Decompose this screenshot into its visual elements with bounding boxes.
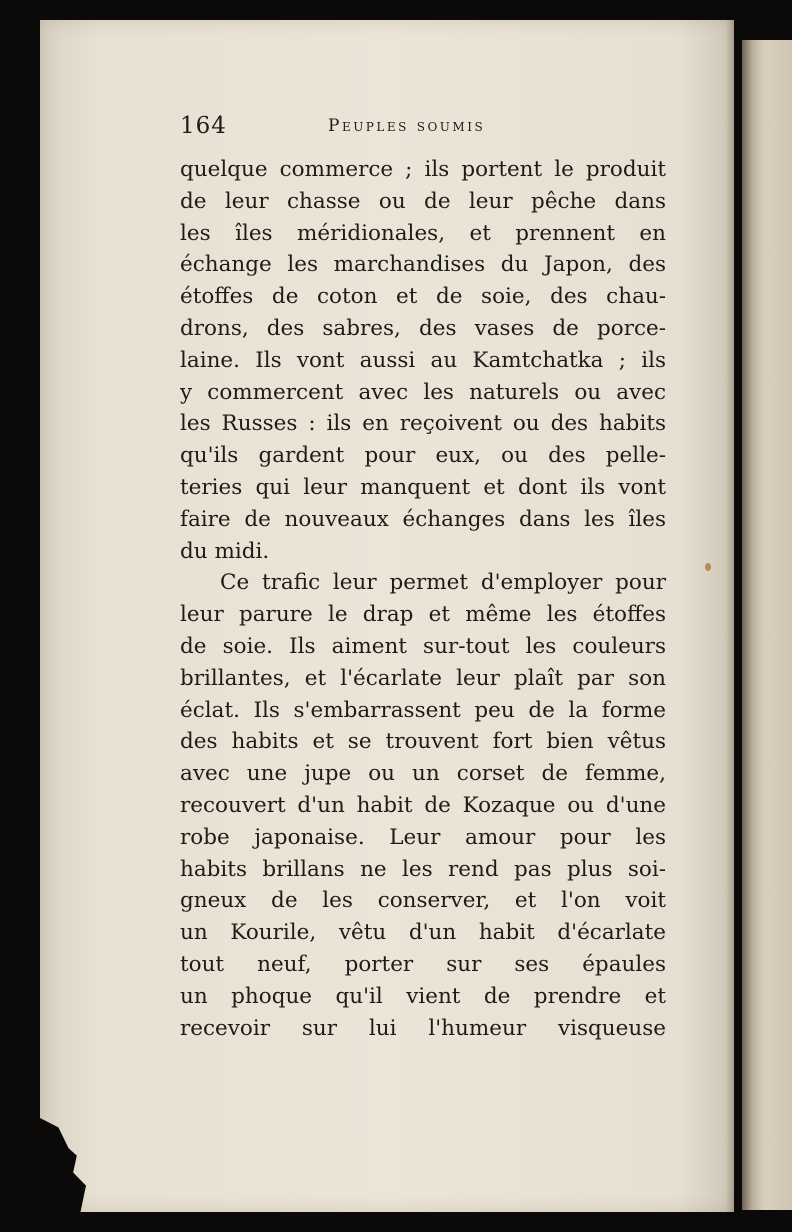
page-header xyxy=(180,113,530,143)
text-line: éclat. Ils s'embarrassent peu de la forme xyxy=(180,697,666,723)
paper-stain xyxy=(705,563,711,571)
text-line: habits brillans ne les rend pas plus soi- xyxy=(180,856,666,882)
text-line: recevoir sur lui l'humeur visqueuse xyxy=(180,1015,666,1041)
page-number: 164 xyxy=(180,113,227,139)
text-line: tout neuf, porter sur ses épaules xyxy=(180,951,666,977)
text-line: étoffes de coton et de soie, des chau- xyxy=(180,284,666,310)
running-head: Peuples soumis xyxy=(328,116,486,136)
text-line: brillantes, et l'écarlate leur plaît par son xyxy=(180,665,666,691)
text-line: leur parure le drap et même les étoffes xyxy=(180,602,666,628)
text-line: Ce trafic leur permet d'employer pour xyxy=(220,570,666,596)
text-line: qu'ils gardent pour eux, ou des pelle- xyxy=(180,443,666,469)
text-line: les Russes : ils en reçoivent ou des habits xyxy=(180,411,666,437)
text-line: les îles méridionales, et prennent en xyxy=(180,220,666,246)
text-line: teries qui leur manquent et dont ils vont xyxy=(180,474,666,500)
text-line: des habits et se trouvent fort bien vêtus xyxy=(180,729,666,755)
text-line: du midi. xyxy=(180,538,270,564)
text-line: de leur chasse ou de leur pêche dans xyxy=(180,188,666,214)
text-line: gneux de les conserver, et l'on voit xyxy=(180,888,666,914)
body-text xyxy=(180,154,666,1044)
adjacent-page-edge xyxy=(742,40,792,1210)
text-line: recouvert d'un habit de Kozaque ou d'une xyxy=(180,792,666,818)
text-line: y commercent avec les naturels ou avec xyxy=(180,379,666,405)
text-line: échange les marchandises du Japon, des xyxy=(180,252,666,278)
text-line: laine. Ils vont aussi au Kamtchatka ; ils xyxy=(180,347,666,373)
page-crease xyxy=(726,20,734,1212)
text-line: quelque commerce ; ils portent le produit xyxy=(180,157,666,182)
text-line: de soie. Ils aiment sur-tout les couleurs xyxy=(180,633,666,659)
text-line: drons, des sabres, des vases de porce- xyxy=(180,315,666,341)
text-line: faire de nouveaux échanges dans les îles xyxy=(180,506,666,532)
text-line: avec une jupe ou un corset de femme, xyxy=(180,761,666,787)
text-line: un phoque qu'il vient de prendre et xyxy=(180,983,666,1009)
text-line: robe japonaise. Leur amour pour les xyxy=(180,824,666,850)
text-line: un Kourile, vêtu d'un habit d'écarlate xyxy=(180,920,666,946)
